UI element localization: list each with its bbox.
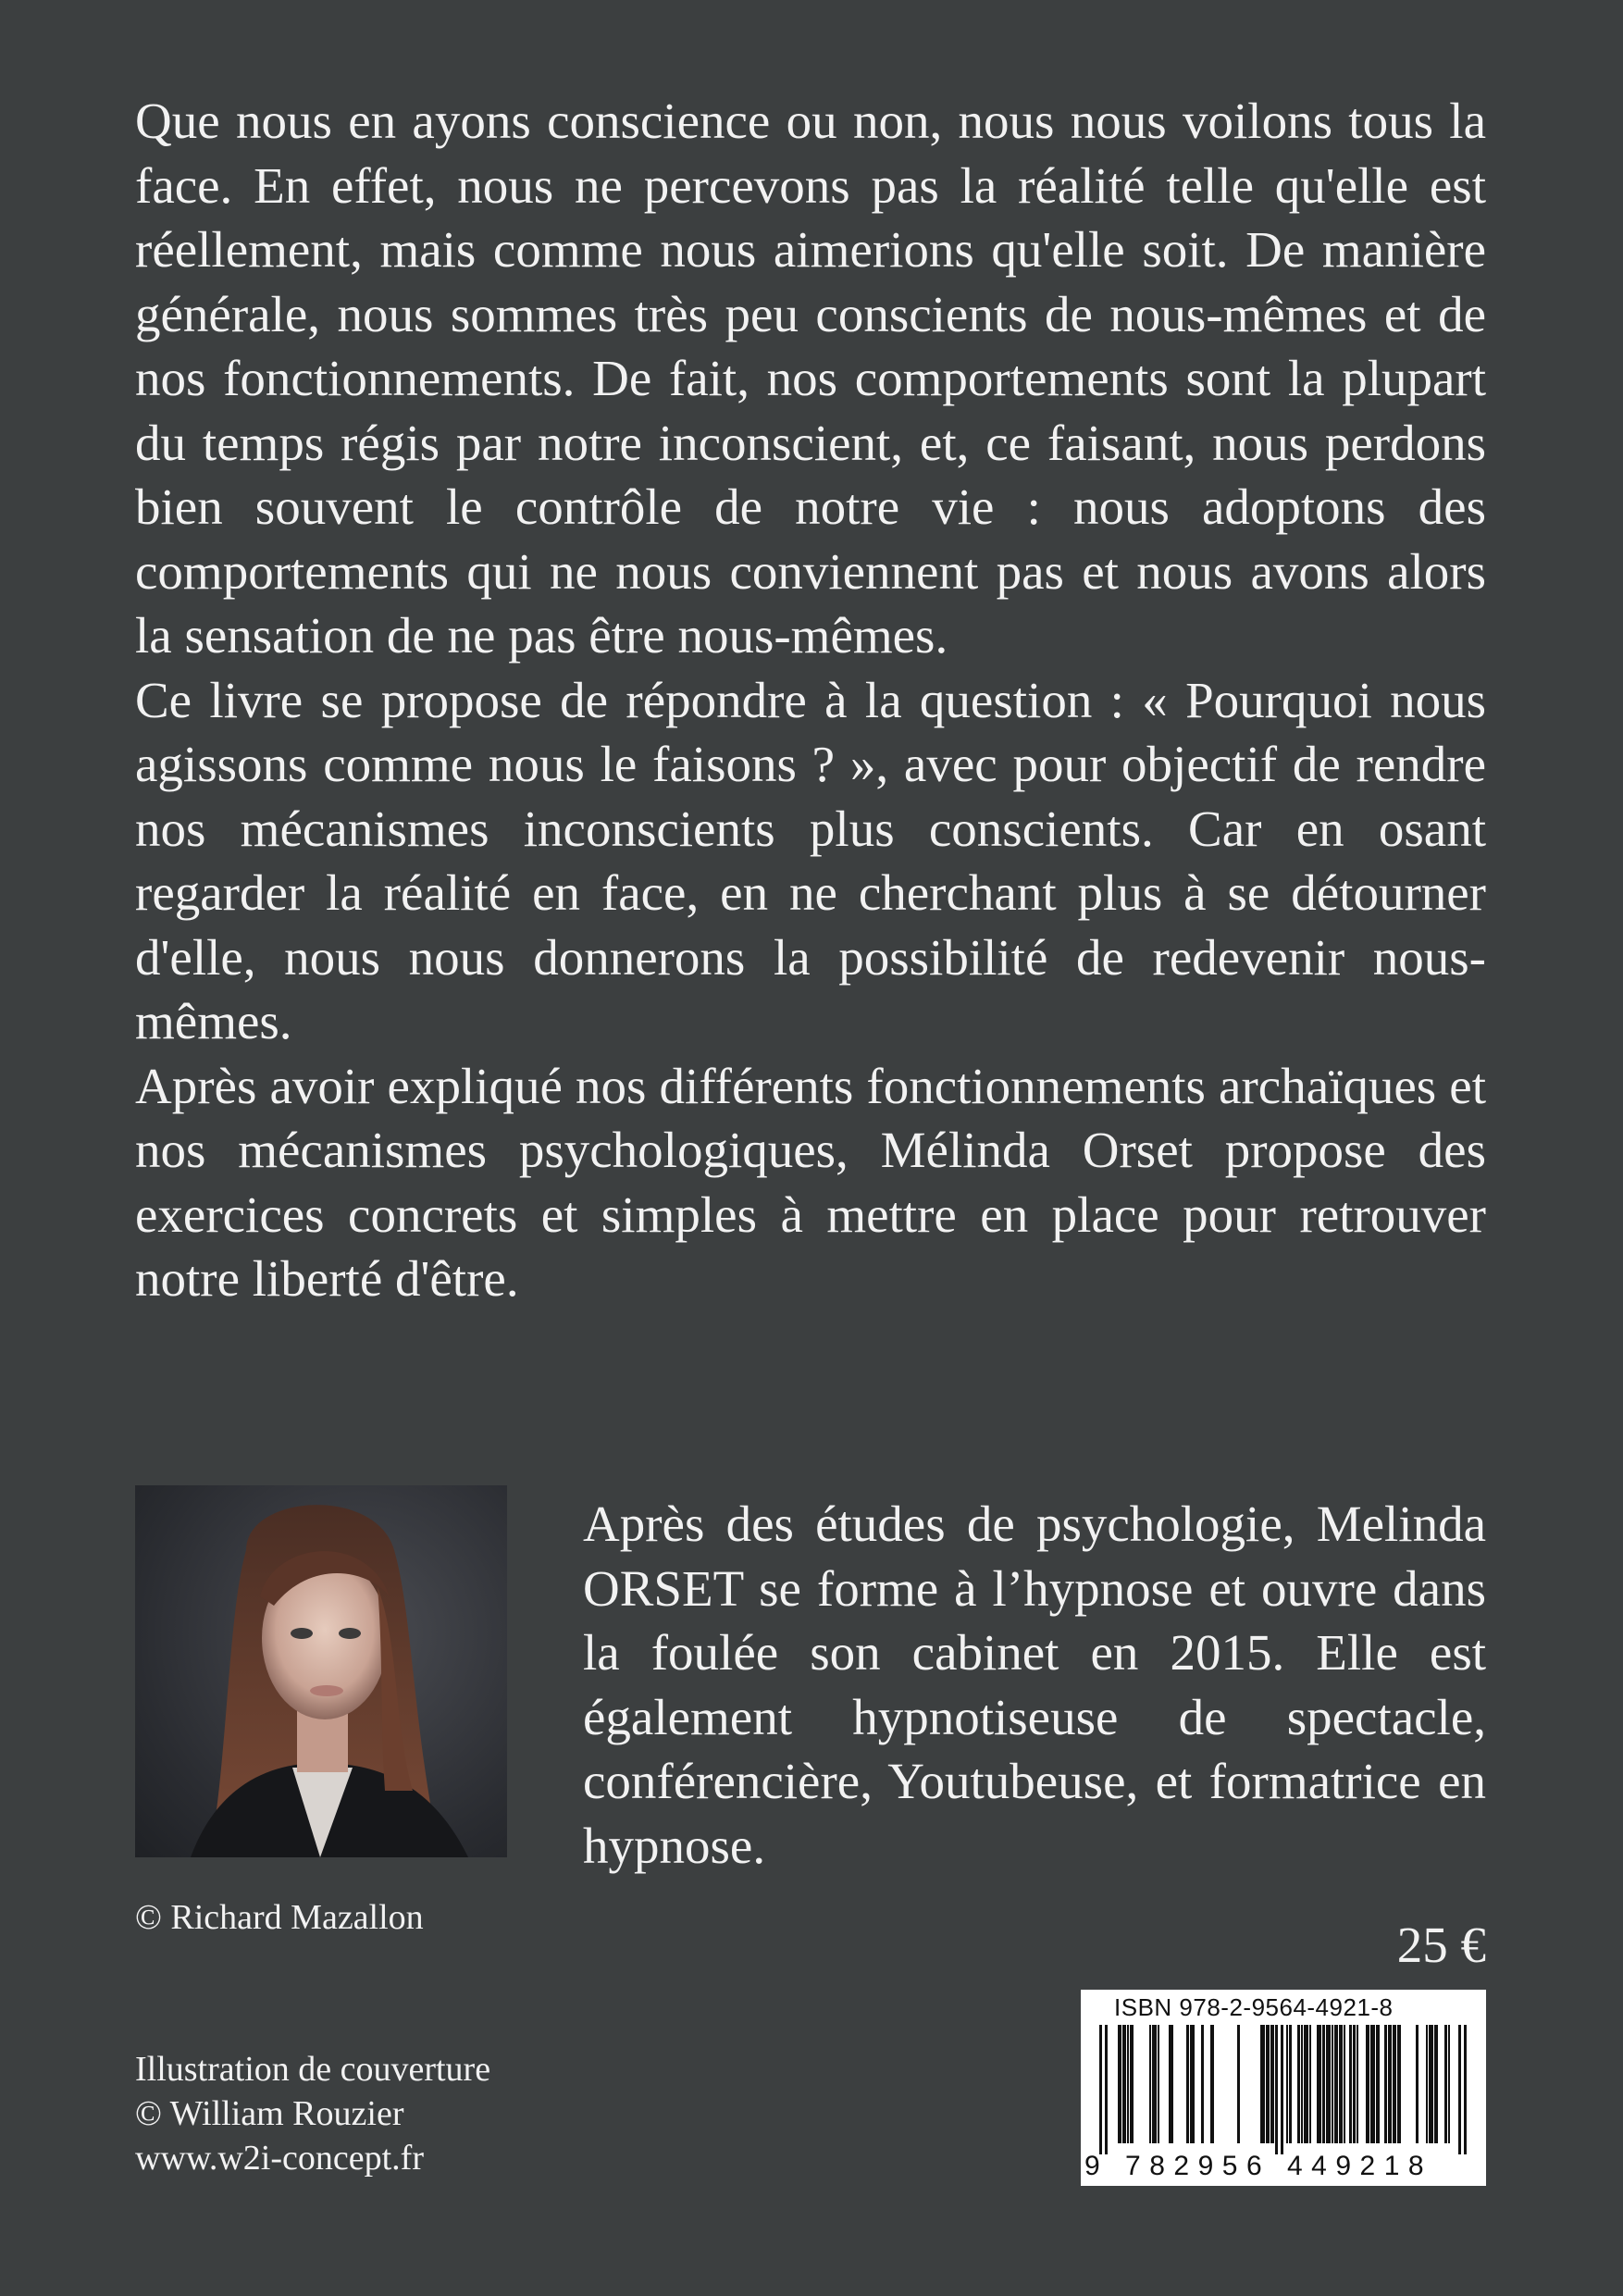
barcode-guard-bar bbox=[1099, 2025, 1102, 2154]
barcode-bar bbox=[1122, 2025, 1126, 2143]
barcode-digits: 9 782956 449218 bbox=[1084, 2151, 1433, 2181]
cover-credit-line-1: Illustration de couverture bbox=[135, 2050, 491, 2089]
barcode-guard-bar bbox=[1458, 2025, 1461, 2154]
isbn-label: ISBN 978-2-9564-4921-8 bbox=[1114, 1993, 1394, 2021]
barcode-guard-bar bbox=[1105, 2025, 1108, 2154]
barcode-bar bbox=[1158, 2025, 1159, 2143]
isbn-barcode bbox=[1081, 1990, 1486, 2186]
photo-credit: © Richard Mazallon bbox=[135, 1898, 424, 1937]
barcode-bar bbox=[1344, 2025, 1345, 2143]
barcode-bar bbox=[1448, 2025, 1450, 2143]
barcode-bar bbox=[1210, 2025, 1214, 2143]
barcode-bar bbox=[1339, 2025, 1343, 2143]
barcode-bar bbox=[1376, 2025, 1380, 2143]
barcode-bar bbox=[1416, 2025, 1419, 2143]
barcode-bar bbox=[1444, 2025, 1447, 2143]
publisher-website: www.w2i-concept.fr bbox=[135, 2139, 424, 2178]
barcode-bar bbox=[1332, 2025, 1333, 2143]
barcode-bar bbox=[1301, 2025, 1303, 2143]
barcode-guard-bar bbox=[1281, 2025, 1283, 2154]
barcode-guard-bar bbox=[1275, 2025, 1278, 2154]
barcode-guard-bar bbox=[1464, 2025, 1467, 2154]
barcode-bar bbox=[1317, 2025, 1321, 2143]
barcode-bar bbox=[1388, 2025, 1392, 2143]
book-blurb bbox=[135, 89, 1486, 1311]
barcode-bar bbox=[1266, 2025, 1270, 2143]
barcode-bar bbox=[1237, 2025, 1240, 2143]
barcode-bar bbox=[1434, 2025, 1438, 2143]
barcode-bar bbox=[1127, 2025, 1129, 2143]
barcode-bar bbox=[1169, 2025, 1173, 2143]
barcode-bar bbox=[1152, 2025, 1157, 2143]
barcode-bar bbox=[1334, 2025, 1338, 2143]
barcode-bar bbox=[1149, 2025, 1151, 2143]
barcode-bars bbox=[1088, 2025, 1479, 2154]
barcode-bar bbox=[1357, 2025, 1358, 2143]
blurb-paragraph-2: Ce livre se propose de répondre à la question : « Pourquoi nous agissons comme nous le faisons ? », avec pour objectif de rendre nos mécanismes inconscients plus conscients. Car en osant regarder la réalité en face, en ne cherchant plus à se détourner d'elle, nous nous donnerons la possibilité de redevenir nous-mêmes. bbox=[135, 671, 1486, 1049]
barcode-bar bbox=[1130, 2025, 1134, 2143]
barcode-bar bbox=[1118, 2025, 1121, 2143]
barcode-bar bbox=[1426, 2025, 1428, 2143]
cover-credit-line-2: © William Rouzier bbox=[135, 2094, 404, 2133]
barcode-bar bbox=[1186, 2025, 1189, 2143]
barcode-bar bbox=[1304, 2025, 1308, 2143]
barcode-bar bbox=[1289, 2025, 1292, 2143]
barcode-bar bbox=[1297, 2025, 1300, 2143]
barcode-bar bbox=[1349, 2025, 1352, 2143]
author-bio: Après des études de psychologie, Melinda ORSET se forme à l’hypnose et ouvre dans la foulée son cabinet en 2015. Elle est également hypnotiseuse de spectacle, conférencière, Youtubeuse, et formatrice en hypnose. bbox=[583, 1496, 1486, 1874]
barcode-bar bbox=[1270, 2025, 1274, 2143]
blurb-paragraph-3: Après avoir expliqué nos différents fonctionnements archaïques et nos mécanismes psychologiques, Mélinda Orset propose des exercices concrets et simples à mettre en place pour retrouver notre liberté d'être. bbox=[135, 1057, 1486, 1307]
price: 25 € bbox=[1396, 1917, 1486, 1973]
barcode-bar bbox=[1322, 2025, 1325, 2143]
barcode-bar bbox=[1309, 2025, 1311, 2143]
blurb-paragraph-1: Que nous en ayons conscience ou non, nous nous voilons tous la face. En effet, nous ne percevons pas la réalité telle qu'elle est réellement, mais comme nous aimerions qu'elle soit. De manière générale, nous sommes très peu conscients de nous-mêmes et de nos fonctionnements. De fait, nos comportements sont la plupart du temps régis par notre inconscient, et, ce faisant, nous perdons bien souvent le contrôle de notre vie : nous adoptons des comportements qui ne nous conviennent pas et nous avons alors la sensation de ne pas être nous-mêmes. bbox=[135, 93, 1486, 664]
barcode-bar bbox=[1201, 2025, 1204, 2143]
barcode-bar bbox=[1370, 2025, 1375, 2143]
barcode-bar bbox=[1384, 2025, 1387, 2143]
barcode-bar bbox=[1326, 2025, 1331, 2143]
barcode-bar bbox=[1260, 2025, 1265, 2143]
barcode-bar bbox=[1353, 2025, 1356, 2143]
cover-credits bbox=[135, 2047, 490, 2180]
barcode-bar bbox=[1366, 2025, 1369, 2143]
barcode-bar bbox=[1393, 2025, 1396, 2143]
barcode-bar bbox=[1190, 2025, 1195, 2143]
author-photo bbox=[135, 1485, 507, 1857]
barcode-bar bbox=[1286, 2025, 1288, 2143]
barcode-bar bbox=[1397, 2025, 1401, 2143]
barcode-bar bbox=[1429, 2025, 1433, 2143]
